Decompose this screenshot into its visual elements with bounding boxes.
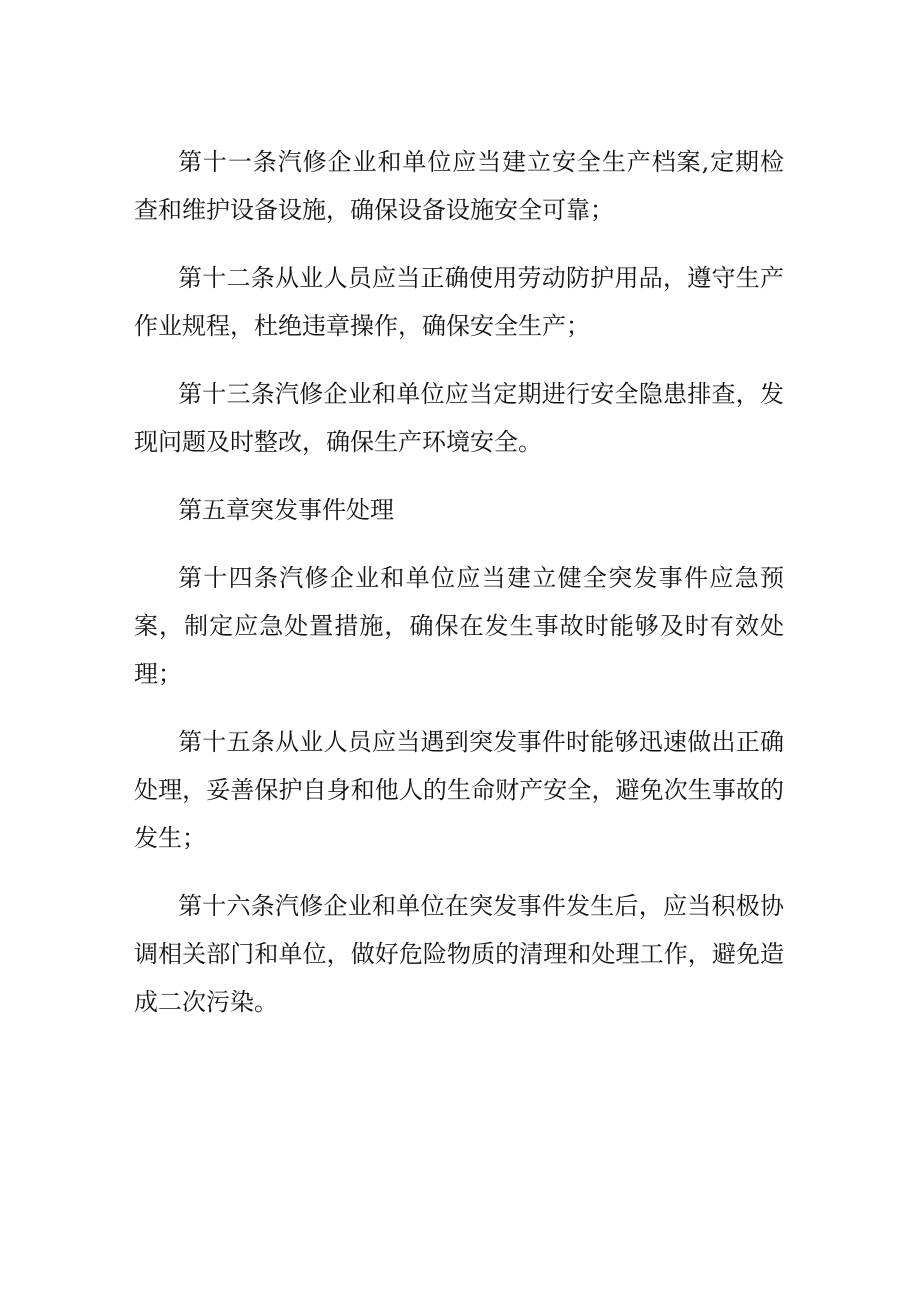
article-14-paragraph: 第十四条汽修企业和单位应当建立健全突发事件应急预案，制定应急处置措施，确保在发生事故时能够及时有效处理； [134,564,784,688]
article-12-paragraph: 第十二条从业人员应当正确使用劳动防护用品，遵守生产作业规程，杜绝违章操作，确保安全生产； [134,264,784,340]
article-13-paragraph: 第十三条汽修企业和单位应当定期进行安全隐患排查，发现问题及时整改，确保生产环境安全。 [134,380,784,456]
article-16-paragraph: 第十六条汽修企业和单位在突发事件发生后，应当积极协调相关部门和单位，做好危险物质的清理和处理工作，避免造成二次污染。 [134,892,784,1016]
document-body [134,138,784,1046]
chapter-5-heading: 第五章突发事件处理 [178,496,394,524]
article-15-paragraph: 第十五条从业人员应当遇到突发事件时能够迅速做出正确处理，妥善保护自身和他人的生命财产安全，避免次生事故的发生； [134,728,784,852]
article-11-paragraph: 第十一条汽修企业和单位应当建立安全生产档案,定期检查和维护设备设施，确保设备设施安全可靠； [134,148,784,224]
